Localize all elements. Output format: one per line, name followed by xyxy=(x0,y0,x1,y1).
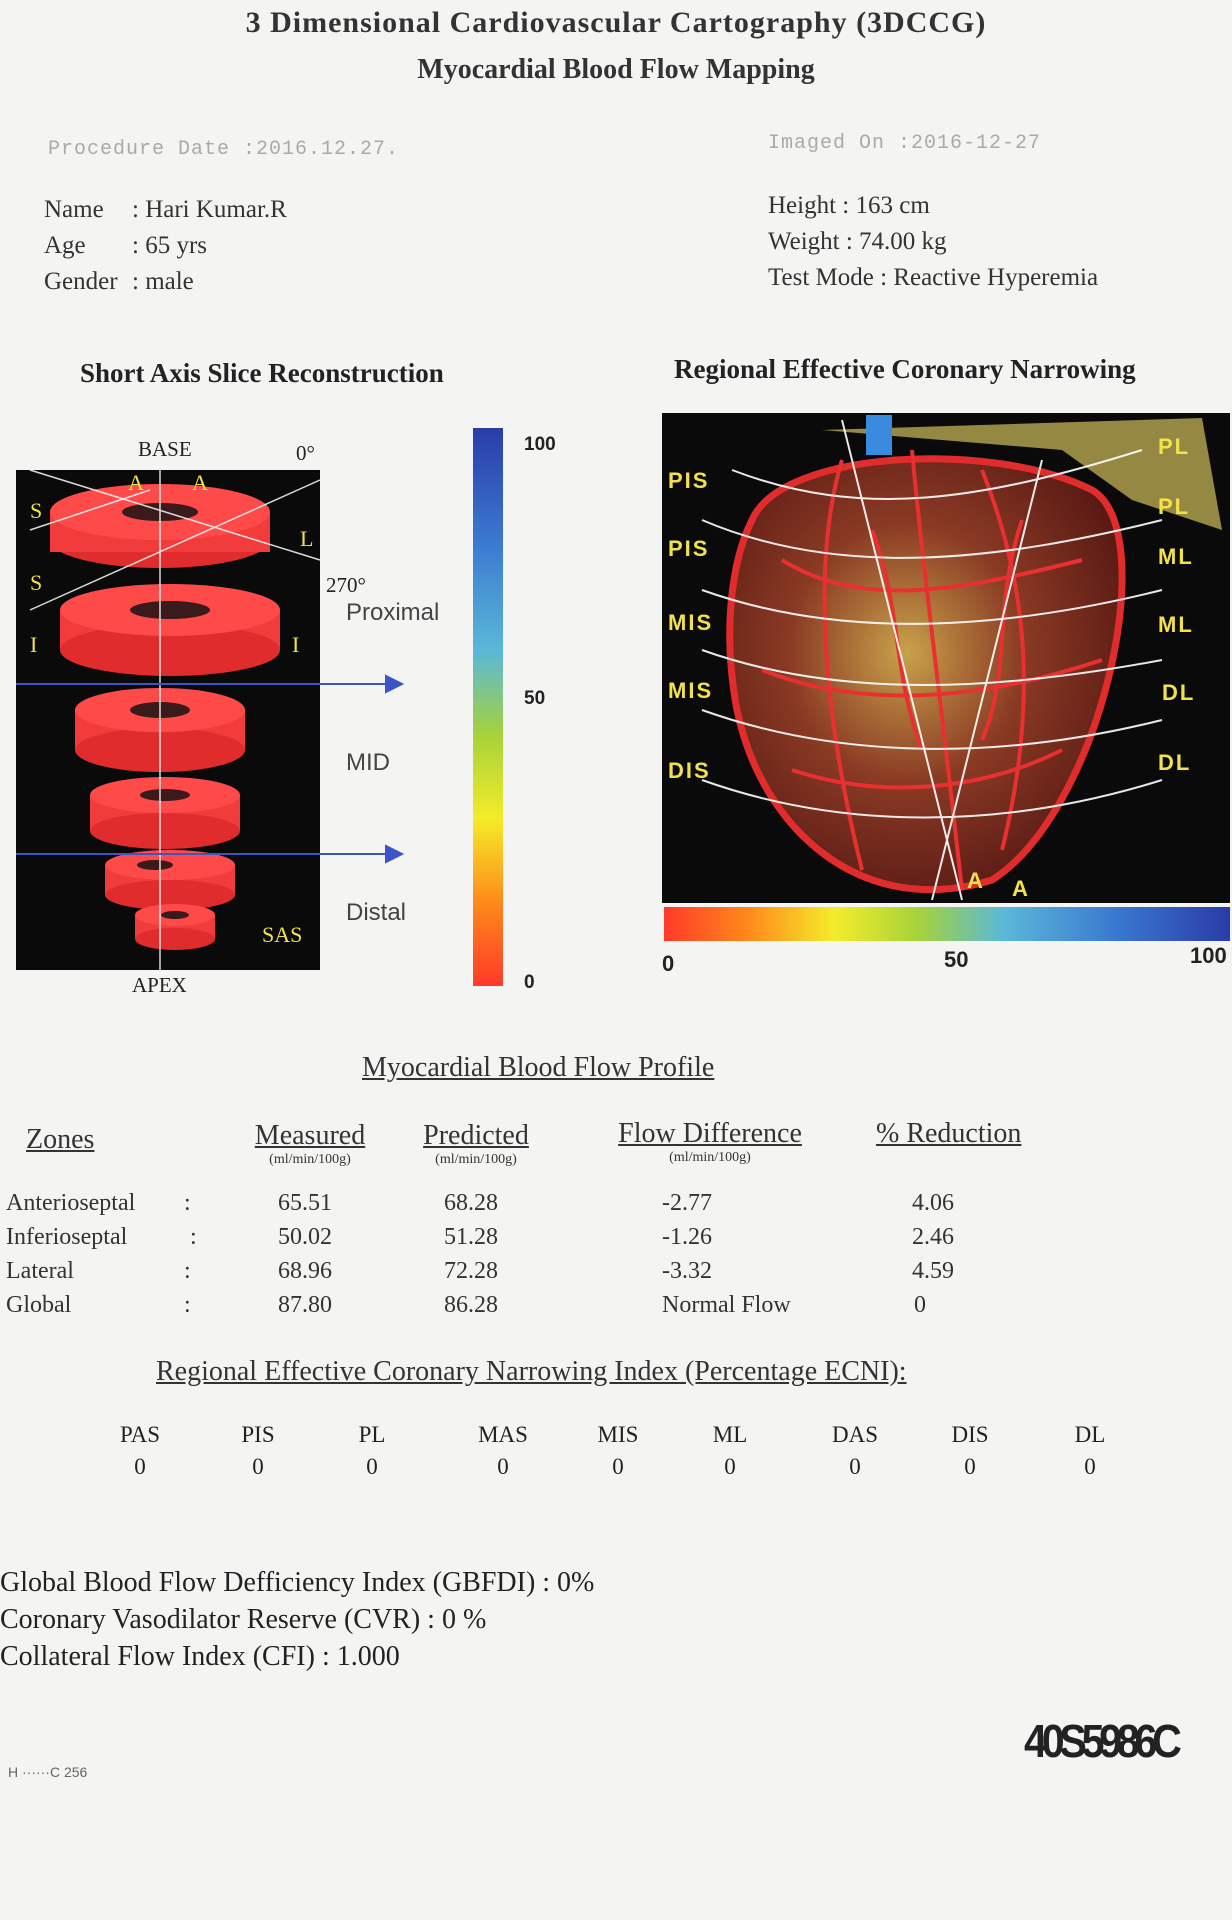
ecni-label: PL xyxy=(358,1422,386,1447)
slice-5 xyxy=(105,850,235,910)
summary-block xyxy=(0,1564,594,1675)
name-value: : Hari Kumar.R xyxy=(132,196,287,223)
short-axis-figure xyxy=(0,420,660,1010)
recn-right-label-5: DL xyxy=(1162,680,1196,705)
header-measured: Measured xyxy=(254,1120,366,1151)
header-measured-cell xyxy=(240,1120,380,1168)
row-sep: : xyxy=(184,1292,191,1318)
row-sep: : xyxy=(184,1258,191,1284)
recn-bottom-label-1: A xyxy=(967,868,985,893)
report-subtitle: Myocardial Blood Flow Mapping xyxy=(417,54,815,85)
ecni-value: 0 xyxy=(724,1454,736,1479)
patient-info-right xyxy=(768,188,1098,296)
ecni-item xyxy=(342,1422,402,1480)
patient-info-left xyxy=(44,192,287,300)
vessel-top xyxy=(866,415,892,455)
recn-left-label-5: DIS xyxy=(668,758,711,783)
slice-letter-a1: A xyxy=(128,470,144,495)
gbfdi: Global Blood Flow Defficiency Index (GBFDI) : 0% xyxy=(0,1567,595,1598)
recn-left-label-1: PIS xyxy=(668,468,710,493)
slice-letter-sas: SAS xyxy=(262,922,303,947)
age-label: Age xyxy=(44,232,86,259)
header-predicted-unit: (ml/min/100g) xyxy=(435,1152,517,1167)
header-predicted: Predicted xyxy=(423,1120,529,1151)
row-sep: : xyxy=(184,1190,191,1216)
row-reduction: 0 xyxy=(914,1292,926,1318)
header-measured-unit: (ml/min/100g) xyxy=(269,1152,351,1167)
scale-min: 0 xyxy=(524,972,535,993)
ecni-value: 0 xyxy=(497,1454,509,1479)
ecni-value: 0 xyxy=(252,1454,264,1479)
ecni-item xyxy=(228,1422,288,1480)
ecni-label: ML xyxy=(712,1422,748,1447)
row-measured: 50.02 xyxy=(278,1224,332,1250)
recn-right-label-4: ML xyxy=(1158,612,1194,637)
row-measured: 68.96 xyxy=(278,1258,332,1284)
row-sep: : xyxy=(190,1224,197,1250)
flow-color-scale xyxy=(473,428,503,986)
ecni-item xyxy=(1060,1422,1120,1480)
imaged-on: Imaged On :2016-12-27 xyxy=(768,132,1042,155)
row-zone: Inferioseptal xyxy=(6,1224,128,1250)
recn-scale-max: 100 xyxy=(1190,943,1227,968)
deg0-label: 0° xyxy=(296,441,315,465)
row-predicted: 68.28 xyxy=(444,1190,498,1216)
profile-title: Myocardial Blood Flow Profile xyxy=(362,1052,715,1083)
row-zone: Lateral xyxy=(6,1258,74,1284)
ecni-label: DIS xyxy=(951,1422,989,1447)
apex-label: APEX xyxy=(132,973,187,997)
table-row xyxy=(0,1190,1232,1224)
row-zone: Anterioseptal xyxy=(6,1190,136,1216)
row-diff: -1.26 xyxy=(662,1224,712,1250)
ecni-label: MIS xyxy=(597,1422,639,1447)
table-row xyxy=(0,1292,1232,1326)
cvr: Coronary Vasodilator Reserve (CVR) : 0 % xyxy=(0,1604,487,1635)
recn-left-label-3: MIS xyxy=(668,610,714,635)
scale-mid: 50 xyxy=(524,688,546,709)
ecni-value: 0 xyxy=(964,1454,976,1479)
ecni-item xyxy=(588,1422,648,1480)
header-flowdiff: Flow Difference xyxy=(618,1118,802,1149)
header-flowdiff-cell xyxy=(600,1118,820,1166)
ecni-title: Regional Effective Coronary Narrowing Index (Percentage ECNI): xyxy=(156,1356,907,1387)
age-value: : 65 yrs xyxy=(132,232,207,259)
footer-stamp: 40S5986C xyxy=(1024,1715,1177,1767)
row-diff: Normal Flow xyxy=(662,1292,791,1318)
recn-title: Regional Effective Coronary Narrowing xyxy=(674,354,1136,384)
ecni-value: 0 xyxy=(1084,1454,1096,1479)
recn-right-label-2: PL xyxy=(1158,494,1191,519)
recn-right-label-6: DL xyxy=(1158,750,1192,775)
row-predicted: 86.28 xyxy=(444,1292,498,1318)
row-measured: 65.51 xyxy=(278,1190,332,1216)
ecni-item xyxy=(470,1422,536,1480)
slice-4 xyxy=(90,777,240,849)
header-zones: Zones xyxy=(26,1124,95,1155)
row-zone: Global xyxy=(6,1292,72,1318)
row-diff: -3.32 xyxy=(662,1258,712,1284)
ecni-value: 0 xyxy=(612,1454,624,1479)
recn-bottom-label-2: A xyxy=(1012,876,1030,901)
slice-6 xyxy=(135,904,215,950)
weight: Weight : 74.00 kg xyxy=(768,228,947,255)
slice-letter-i1: I xyxy=(30,632,38,657)
recn-right-label-1: PL xyxy=(1158,434,1191,459)
name-label: Name xyxy=(44,196,104,223)
distal-label: Distal xyxy=(346,899,407,926)
scale-max: 100 xyxy=(524,434,556,455)
profile-table xyxy=(0,1118,1232,1348)
ecni-value: 0 xyxy=(134,1454,146,1479)
ecni-label: DAS xyxy=(831,1422,878,1447)
ecni-item xyxy=(940,1422,1000,1480)
recn-right-label-3: ML xyxy=(1158,544,1194,569)
recn-figure xyxy=(662,410,1232,980)
ecni-label: PIS xyxy=(241,1422,275,1447)
ecni-label: DL xyxy=(1074,1422,1106,1447)
row-predicted: 72.28 xyxy=(444,1258,498,1284)
ecni-item xyxy=(110,1422,170,1480)
gender-row xyxy=(44,264,287,300)
deg270-label: 270° xyxy=(326,573,366,597)
row-measured: 87.80 xyxy=(278,1292,332,1318)
proximal-label: Proximal xyxy=(346,599,440,626)
row-predicted: 51.28 xyxy=(444,1224,498,1250)
ecni-value: 0 xyxy=(849,1454,861,1479)
header-flowdiff-unit: (ml/min/100g) xyxy=(669,1150,751,1165)
row-reduction: 4.59 xyxy=(912,1258,954,1284)
cfi: Collateral Flow Index (CFI) : 1.000 xyxy=(0,1641,400,1672)
header-reduction: % Reduction xyxy=(876,1118,1022,1149)
height: Height : 163 cm xyxy=(768,192,930,219)
gender-label: Gender xyxy=(44,268,118,295)
row-reduction: 4.06 xyxy=(912,1190,954,1216)
report-title: 3 Dimensional Cardiovascular Cartography (3DCCG) xyxy=(245,6,987,39)
slice-letter-s2: S xyxy=(30,570,43,595)
recn-scale-mid: 50 xyxy=(944,947,969,972)
short-axis-title: Short Axis Slice Reconstruction xyxy=(80,358,444,388)
test-mode: Test Mode : Reactive Hyperemia xyxy=(768,264,1099,291)
ecni-value: 0 xyxy=(366,1454,378,1479)
gender-value: : male xyxy=(132,268,194,295)
row-diff: -2.77 xyxy=(662,1190,712,1216)
slice-letter-l: L xyxy=(300,526,314,551)
footer-code: H ······C 256 xyxy=(8,1764,88,1780)
ecni-row xyxy=(0,1422,1232,1492)
slice-2 xyxy=(60,584,280,676)
header-predicted-cell xyxy=(406,1120,546,1168)
slice-letter-i2: I xyxy=(292,632,300,657)
slice-letter-s1: S xyxy=(30,498,43,523)
recn-left-label-2: PIS xyxy=(668,536,710,561)
table-row xyxy=(0,1224,1232,1258)
ecni-label: MAS xyxy=(478,1422,528,1447)
name-row xyxy=(44,192,287,228)
base-label: BASE xyxy=(138,437,192,461)
row-reduction: 2.46 xyxy=(912,1224,954,1250)
procedure-date: Procedure Date :2016.12.27. xyxy=(48,138,400,161)
recn-scale-min: 0 xyxy=(662,951,675,976)
slice-letter-a2: A xyxy=(192,470,208,495)
ecni-label: PAS xyxy=(119,1422,161,1447)
recn-left-label-4: MIS xyxy=(668,678,714,703)
ecni-item xyxy=(700,1422,760,1480)
recn-color-scale xyxy=(664,907,1230,941)
age-row xyxy=(44,228,287,264)
mid-label: MID xyxy=(346,749,390,776)
table-row xyxy=(0,1258,1232,1292)
ecni-item xyxy=(822,1422,888,1480)
